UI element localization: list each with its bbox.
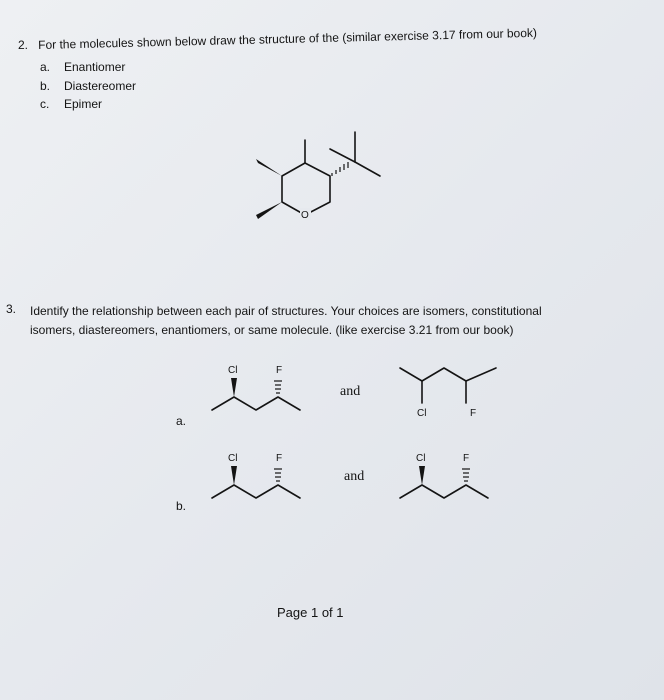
- q3b-left-structure: [212, 485, 300, 498]
- q3a-left-wedge-cl: [231, 378, 237, 397]
- q3b-right-structure: [400, 485, 488, 498]
- question-3-line-1: Identify the relationship between each pair of structures. Your choices are isomers, constitutional: [30, 304, 542, 318]
- q3a-right-structure: [400, 368, 496, 403]
- q3a-left-cl: Cl: [228, 365, 238, 376]
- q3b-left-wedge-cl: [231, 466, 237, 485]
- q3b-left-hash-f: [274, 469, 282, 481]
- q3b-left-cl: Cl: [228, 453, 238, 464]
- q2-tetrahydropyran-structure: [282, 132, 380, 215]
- option-label: Epimer: [64, 97, 103, 111]
- question-3-line-2: isomers, diastereomers, enantiomers, or same molecule. (like exercise 3.21 from our book): [30, 323, 514, 337]
- option-letter: b.: [40, 79, 51, 93]
- question-2-number: 2.: [18, 38, 29, 52]
- q3b-right-cl: Cl: [416, 453, 426, 464]
- page-indicator: Page 1 of 1: [277, 605, 344, 620]
- option-label: Diastereomer: [64, 79, 137, 93]
- pair-b-connector: and: [344, 469, 365, 484]
- pair-a-connector: and: [340, 384, 361, 399]
- pair-a-label: a.: [176, 414, 187, 428]
- q3b-left-f: F: [276, 453, 283, 464]
- question-2-text: For the molecules shown below draw the structure of the (similar exercise 3.17 from our book): [38, 25, 538, 52]
- q2-wedge-bond-lower: [256, 202, 282, 219]
- q3a-right-f: F: [470, 408, 477, 419]
- q3a-right-cl: Cl: [417, 408, 427, 419]
- q2-wedge-bond-upper: [256, 159, 282, 176]
- q3a-left-hash-f: [274, 381, 282, 393]
- q3b-right-hash-f: [462, 469, 470, 481]
- option-label: Enantiomer: [64, 60, 126, 74]
- question-3-number: 3.: [6, 302, 17, 316]
- pair-b-label: b.: [176, 499, 187, 513]
- q3a-left-f: F: [276, 365, 283, 376]
- q3b-right-f: F: [463, 453, 470, 464]
- option-letter: c.: [40, 97, 50, 111]
- q3b-right-wedge-cl: [419, 466, 425, 485]
- q3a-left-structure: [212, 397, 300, 410]
- q2-hash-bond: [332, 162, 348, 176]
- option-letter: a.: [40, 60, 51, 74]
- q2-ring-oxygen: O: [301, 210, 309, 221]
